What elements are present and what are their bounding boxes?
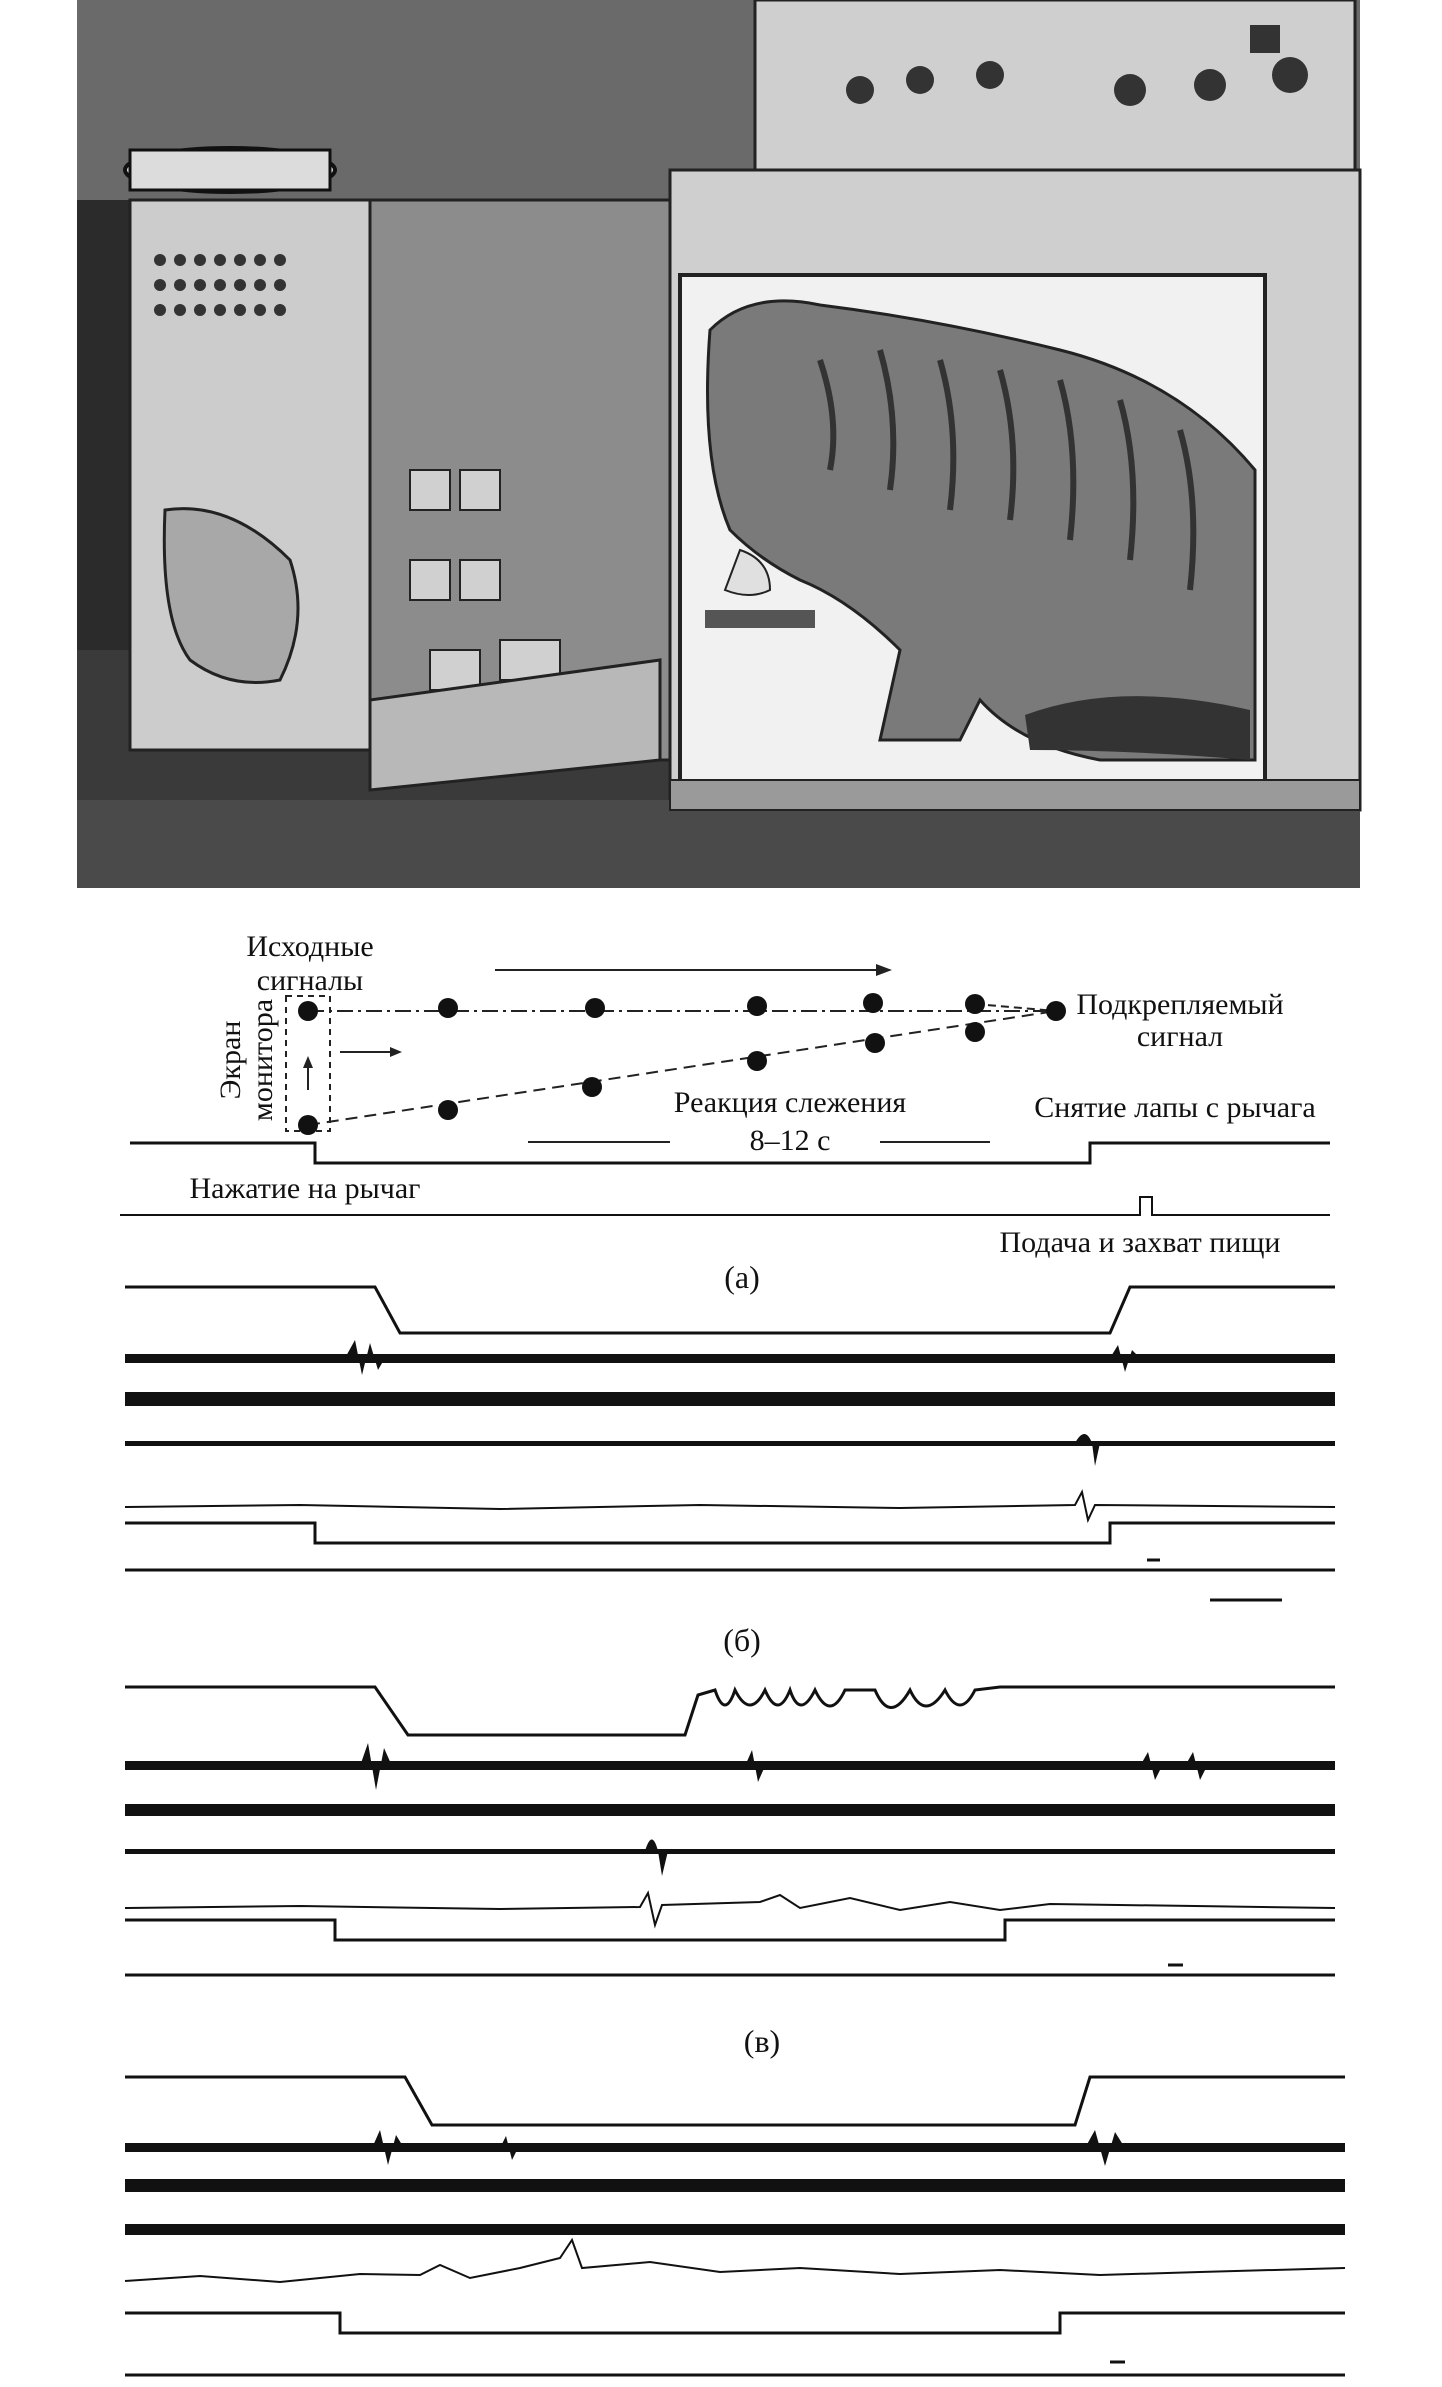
reinforced-signal-label-2: сигнал xyxy=(1136,1020,1224,1053)
eeg-trace xyxy=(125,1492,1335,1520)
reinforced-signal-label-1: Подкрепляемый xyxy=(1076,988,1284,1021)
signal-dot xyxy=(585,998,605,1018)
eeg-trace xyxy=(125,1392,1335,1406)
signal-dot xyxy=(747,996,767,1016)
panel-c-label: (в) xyxy=(743,2023,781,2059)
eeg-trace xyxy=(125,1743,1335,1790)
eeg-trace xyxy=(125,1804,1335,1816)
signal-dot xyxy=(582,1077,602,1097)
lever-trace xyxy=(125,1523,1335,1543)
eeg-trace xyxy=(125,2240,1345,2282)
lever-trace xyxy=(125,2313,1345,2333)
stimulus-trace xyxy=(125,1687,1335,1735)
lever-press-label: Нажатие на рычаг xyxy=(189,1172,421,1205)
monitor-screen-label-1: Экран xyxy=(214,1020,247,1100)
eeg-trace xyxy=(125,1434,1335,1466)
signal-dot xyxy=(863,993,883,1013)
signal-dot xyxy=(747,1051,767,1071)
cat-experiment-photo xyxy=(77,0,1360,888)
eeg-trace xyxy=(125,2179,1345,2192)
eeg-trace xyxy=(125,1840,1335,1877)
tracking-duration-label: 8–12 с xyxy=(749,1124,831,1157)
up-arrow-icon xyxy=(303,1056,313,1068)
converge-segment xyxy=(975,1004,1056,1011)
signal-dot xyxy=(965,1022,985,1042)
signal-dot xyxy=(1046,1001,1066,1021)
panel-d-traces xyxy=(125,2077,1345,2375)
eeg-trace xyxy=(125,1340,1335,1375)
panel-c-traces xyxy=(125,1687,1335,2059)
signal-dot xyxy=(865,1033,885,1053)
food-delivery-label: Подача и захват пищи xyxy=(999,1226,1281,1259)
initial-signals-label-2: сигналы xyxy=(256,964,364,997)
panel-a-label: (а) xyxy=(724,1259,760,1295)
paw-release-label: Снятие лапы с рычага xyxy=(1034,1091,1316,1124)
signal-dot xyxy=(298,1115,318,1135)
direction-arrow-icon xyxy=(876,964,892,976)
signal-dot xyxy=(438,998,458,1018)
eeg-trace xyxy=(125,2224,1345,2235)
panel-b-traces xyxy=(125,1287,1335,1658)
initial-signals-label-1: Исходные xyxy=(246,930,374,963)
eeg-trace xyxy=(125,2130,1345,2166)
signal-dot xyxy=(438,1100,458,1120)
signal-dot xyxy=(965,994,985,1014)
tracking-task-diagram xyxy=(120,930,1330,1295)
lever-trace xyxy=(130,1143,1330,1163)
right-arrow-small-icon xyxy=(390,1047,402,1057)
signal-dot xyxy=(298,1001,318,1021)
panel-b-label: (б) xyxy=(723,1622,761,1658)
stimulus-trace xyxy=(125,2077,1345,2125)
tracking-reaction-label: Реакция слежения xyxy=(673,1086,907,1119)
lever-trace xyxy=(125,1920,1335,1940)
monitor-screen-label-2: монитора xyxy=(246,998,279,1122)
